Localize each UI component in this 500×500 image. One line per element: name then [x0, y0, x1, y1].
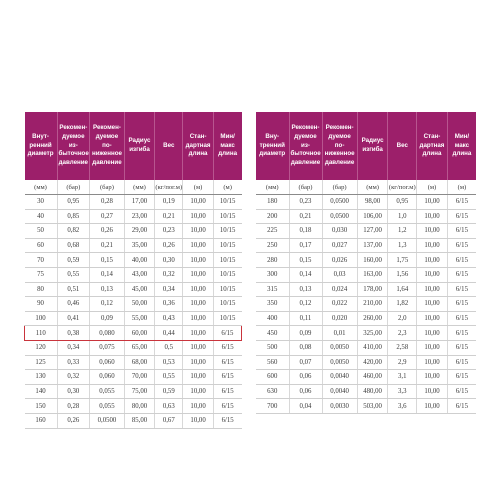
table-row — [25, 399, 242, 414]
table-cell: 10,00 — [183, 267, 213, 282]
table-cell: 127,00 — [357, 224, 388, 239]
table-cell: 10,00 — [417, 370, 448, 385]
table-cell: 0,022 — [322, 297, 357, 312]
table-cell: 10,00 — [417, 340, 448, 355]
unit-cell: (бар) — [289, 180, 322, 195]
table-cell: 10,00 — [183, 282, 213, 297]
table-row — [25, 195, 242, 210]
table-cell: 10,00 — [417, 238, 448, 253]
table-cell: 0,59 — [155, 384, 183, 399]
table-cell: 600 — [256, 370, 289, 385]
table-cell: 0,53 — [155, 355, 183, 370]
table-cell: 10/15 — [213, 267, 241, 282]
table-cell: 140 — [25, 384, 58, 399]
table-cell: 0,67 — [155, 413, 183, 428]
table-cell: 6/15 — [447, 355, 476, 370]
table-cell: 0,06 — [289, 384, 322, 399]
table-cell: 0,0050 — [322, 355, 357, 370]
table-cell: 1,82 — [388, 297, 417, 312]
table-cell: 0,0500 — [322, 209, 357, 224]
table-cell: 3,6 — [388, 399, 417, 414]
table-cell: 1,75 — [388, 253, 417, 268]
table-cell: 0,12 — [90, 297, 125, 312]
table-cell: 0,19 — [155, 195, 183, 210]
table-cell: 0,07 — [289, 355, 322, 370]
table-cell: 0,030 — [322, 224, 357, 239]
table-row — [256, 297, 476, 312]
column-header: Рекомен- дуемое по- ниженное давление — [90, 112, 125, 180]
unit-cell: (м) — [417, 180, 448, 195]
table-cell: 0,26 — [90, 224, 125, 239]
table-cell: 10/15 — [213, 238, 241, 253]
table-cell: 10/15 — [213, 311, 241, 326]
table-cell: 10,00 — [183, 209, 213, 224]
table-cell: 98,00 — [357, 195, 388, 210]
table-row — [25, 238, 242, 253]
table-cell: 350 — [256, 297, 289, 312]
table-cell: 10/15 — [213, 224, 241, 239]
table-cell: 0,055 — [90, 384, 125, 399]
table-cell: 0,0050 — [322, 340, 357, 355]
column-header: Мин/ макс длина — [213, 112, 241, 180]
table-cell: 3,1 — [388, 370, 417, 385]
table-cell: 45,00 — [124, 282, 154, 297]
table-cell: 163,00 — [357, 267, 388, 282]
table-cell: 40,00 — [124, 253, 154, 268]
table-cell: 120 — [25, 340, 58, 355]
table-cell: 210,00 — [357, 297, 388, 312]
table-cell: 0,21 — [90, 238, 125, 253]
table-cell: 1,0 — [388, 209, 417, 224]
table-cell: 10,00 — [183, 326, 213, 341]
table-cell: 0,27 — [90, 209, 125, 224]
table-cell: 0,55 — [57, 267, 90, 282]
table-cell: 0,59 — [57, 253, 90, 268]
column-header: Стан- дартная длина — [183, 112, 213, 180]
unit-cell: (м) — [183, 180, 213, 195]
table-cell: 2,0 — [388, 311, 417, 326]
table-cell: 300 — [256, 267, 289, 282]
table-cell: 325,00 — [357, 326, 388, 341]
table-cell: 65,00 — [124, 340, 154, 355]
table-cell: 10,00 — [183, 238, 213, 253]
table-cell: 6/15 — [213, 384, 241, 399]
table-cell: 35,00 — [124, 238, 154, 253]
table-cell: 6/15 — [447, 282, 476, 297]
table-cell: 6/15 — [213, 340, 241, 355]
table-cell: 0,055 — [90, 399, 125, 414]
table-row — [256, 370, 476, 385]
table-cell: 315 — [256, 282, 289, 297]
table-cell: 30 — [25, 195, 58, 210]
table-cell: 6/15 — [213, 370, 241, 385]
table-cell: 0,18 — [289, 224, 322, 239]
table-row — [25, 253, 242, 268]
table-cell: 0,020 — [322, 311, 357, 326]
table-cell: 150 — [25, 399, 58, 414]
table-cell: 10/15 — [213, 282, 241, 297]
table-cell: 10,00 — [183, 413, 213, 428]
table-cell: 0,01 — [322, 326, 357, 341]
table-cell: 10/15 — [213, 297, 241, 312]
table-cell: 0,12 — [289, 297, 322, 312]
unit-cell: (мм) — [256, 180, 289, 195]
column-header: Рекомен- дуемое по- ниженное давление — [322, 112, 357, 180]
units-row — [25, 180, 242, 195]
table-cell: 6/15 — [447, 384, 476, 399]
left-specs-table — [24, 112, 242, 429]
table-row — [25, 267, 242, 282]
column-header: Радиус изгиба — [357, 112, 388, 180]
column-header: Мин/ макс длина — [447, 112, 476, 180]
column-header: Стан- дартная длина — [417, 112, 448, 180]
table-cell: 10,00 — [417, 399, 448, 414]
table-cell: 125 — [25, 355, 58, 370]
table-header — [25, 112, 242, 195]
table-cell: 6/15 — [447, 195, 476, 210]
table-cell: 0,41 — [57, 311, 90, 326]
column-header: Радиус изгиба — [124, 112, 154, 180]
table-cell: 0,080 — [90, 326, 125, 341]
table-cell: 410,00 — [357, 340, 388, 355]
table-cell: 6/15 — [447, 297, 476, 312]
table-cell: 0,15 — [289, 253, 322, 268]
table-cell: 200 — [256, 209, 289, 224]
table-cell: 6/15 — [447, 399, 476, 414]
column-header: Внут- ренний диаметр — [25, 112, 58, 180]
table-cell: 6/15 — [447, 311, 476, 326]
table-cell: 68,00 — [124, 355, 154, 370]
table-row — [25, 340, 242, 355]
table-cell: 75 — [25, 267, 58, 282]
table-row — [256, 267, 476, 282]
table-cell: 10,00 — [183, 370, 213, 385]
table-cell: 0,0040 — [322, 370, 357, 385]
table-cell: 0,46 — [57, 297, 90, 312]
table-body — [256, 195, 476, 414]
table-cell: 160 — [25, 413, 58, 428]
table-row — [25, 370, 242, 385]
table-cell: 0,03 — [322, 267, 357, 282]
table-cell: 10/15 — [213, 195, 241, 210]
table-cell: 0,024 — [322, 282, 357, 297]
table-cell: 0,14 — [289, 267, 322, 282]
table-cell: 6/15 — [447, 209, 476, 224]
table-cell: 10/15 — [213, 209, 241, 224]
table-cell: 225 — [256, 224, 289, 239]
table-cell: 50 — [25, 224, 58, 239]
table-row — [256, 195, 476, 210]
table-cell: 60,00 — [124, 326, 154, 341]
table-cell: 6/15 — [447, 326, 476, 341]
column-header: Рекомен- дуемое из- быточное давление — [57, 112, 90, 180]
table-cell: 0,21 — [289, 209, 322, 224]
table-header — [256, 112, 476, 195]
table-cell: 420,00 — [357, 355, 388, 370]
table-cell: 75,00 — [124, 384, 154, 399]
units-row — [256, 180, 476, 195]
table-row — [25, 384, 242, 399]
table-row — [256, 355, 476, 370]
table-row — [256, 253, 476, 268]
table-cell: 10,00 — [183, 253, 213, 268]
table-cell: 10,00 — [183, 384, 213, 399]
table-cell: 0,23 — [289, 195, 322, 210]
column-header: Рекомен- дуемое из- быточное давление — [289, 112, 322, 180]
table-cell: 0,34 — [57, 340, 90, 355]
table-row — [25, 209, 242, 224]
table-cell: 0,5 — [155, 340, 183, 355]
right-specs-table — [256, 112, 476, 414]
unit-cell: (бар) — [90, 180, 125, 195]
table-cell: 0,36 — [155, 297, 183, 312]
table-row — [256, 238, 476, 253]
table-cell: 6/15 — [213, 355, 241, 370]
table-cell: 10,00 — [417, 384, 448, 399]
table-cell: 0,55 — [155, 370, 183, 385]
table-cell: 0,08 — [289, 340, 322, 355]
table-cell: 137,00 — [357, 238, 388, 253]
table-cell: 60 — [25, 238, 58, 253]
highlighted-table-row — [25, 326, 242, 341]
table-cell: 10,00 — [417, 311, 448, 326]
table-cell: 0,30 — [57, 384, 90, 399]
table-row — [256, 224, 476, 239]
table-cell: 0,28 — [57, 399, 90, 414]
table-row — [256, 209, 476, 224]
unit-cell: (м) — [213, 180, 241, 195]
table-cell: 0,09 — [289, 326, 322, 341]
table-cell: 630 — [256, 384, 289, 399]
table-cell: 0,26 — [57, 413, 90, 428]
table-cell: 0,51 — [57, 282, 90, 297]
table-cell: 2,58 — [388, 340, 417, 355]
table-cell: 10,00 — [417, 209, 448, 224]
table-cell: 10,00 — [417, 224, 448, 239]
table-cell: 6/15 — [447, 370, 476, 385]
table-cell: 160,00 — [357, 253, 388, 268]
unit-cell: (м) — [447, 180, 476, 195]
table-cell: 3,3 — [388, 384, 417, 399]
table-cell: 100 — [25, 311, 58, 326]
table-cell: 0,0500 — [322, 195, 357, 210]
table-cell: 40 — [25, 209, 58, 224]
unit-cell: (кг/пог.м) — [155, 180, 183, 195]
table-cell: 0,43 — [155, 311, 183, 326]
table-cell: 450 — [256, 326, 289, 341]
table-cell: 178,00 — [357, 282, 388, 297]
table-cell: 0,68 — [57, 238, 90, 253]
table-cell: 23,00 — [124, 209, 154, 224]
header-row — [25, 112, 242, 180]
table-row — [25, 282, 242, 297]
table-cell: 10,00 — [417, 195, 448, 210]
table-row — [256, 384, 476, 399]
table-cell: 460,00 — [357, 370, 388, 385]
table-cell: 1,64 — [388, 282, 417, 297]
table-cell: 6/15 — [213, 326, 241, 341]
table-cell: 0,060 — [90, 355, 125, 370]
table-cell: 10,00 — [417, 297, 448, 312]
table-cell: 85,00 — [124, 413, 154, 428]
table-cell: 250 — [256, 238, 289, 253]
table-cell: 180 — [256, 195, 289, 210]
table-cell: 80,00 — [124, 399, 154, 414]
table-cell: 130 — [25, 370, 58, 385]
table-cell: 280 — [256, 253, 289, 268]
table-row — [256, 326, 476, 341]
table-cell: 29,00 — [124, 224, 154, 239]
table-cell: 110 — [25, 326, 58, 341]
table-cell: 0,33 — [57, 355, 90, 370]
unit-cell: (мм) — [25, 180, 58, 195]
table-cell: 6/15 — [447, 253, 476, 268]
table-cell: 10,00 — [183, 297, 213, 312]
table-cell: 0,21 — [155, 209, 183, 224]
table-cell: 0,027 — [322, 238, 357, 253]
table-cell: 10,00 — [417, 253, 448, 268]
table-cell: 480,00 — [357, 384, 388, 399]
header-row — [256, 112, 476, 180]
unit-cell: (бар) — [57, 180, 90, 195]
table-cell: 700 — [256, 399, 289, 414]
table-cell: 50,00 — [124, 297, 154, 312]
table-cell: 0,13 — [90, 282, 125, 297]
table-cell: 0,15 — [90, 253, 125, 268]
table-cell: 0,82 — [57, 224, 90, 239]
table-cell: 17,00 — [124, 195, 154, 210]
table-row — [256, 282, 476, 297]
table-cell: 10,00 — [417, 267, 448, 282]
table-cell: 0,23 — [155, 224, 183, 239]
table-cell: 10,00 — [417, 282, 448, 297]
table-cell: 0,09 — [90, 311, 125, 326]
table-cell: 0,13 — [289, 282, 322, 297]
table-cell: 10,00 — [417, 326, 448, 341]
table-cell: 6/15 — [447, 340, 476, 355]
column-header: Вес — [388, 112, 417, 180]
table-cell: 0,11 — [289, 311, 322, 326]
column-header: Вес — [155, 112, 183, 180]
table-cell: 0,0040 — [322, 384, 357, 399]
table-cell: 0,34 — [155, 282, 183, 297]
table-cell: 503,00 — [357, 399, 388, 414]
table-cell: 0,0500 — [90, 413, 125, 428]
table-cell: 10,00 — [183, 224, 213, 239]
table-cell: 10,00 — [183, 399, 213, 414]
table-row — [25, 297, 242, 312]
table-cell: 1,56 — [388, 267, 417, 282]
table-cell: 106,00 — [357, 209, 388, 224]
table-cell: 10,00 — [183, 340, 213, 355]
table-cell: 500 — [256, 340, 289, 355]
table-cell: 0,26 — [155, 238, 183, 253]
unit-cell: (мм) — [124, 180, 154, 195]
table-cell: 2,9 — [388, 355, 417, 370]
table-cell: 0,44 — [155, 326, 183, 341]
table-cell: 0,060 — [90, 370, 125, 385]
table-cell: 10,00 — [183, 311, 213, 326]
table-cell: 6/15 — [213, 399, 241, 414]
table-cell: 0,85 — [57, 209, 90, 224]
table-cell: 10/15 — [213, 253, 241, 268]
table-body — [25, 195, 242, 429]
table-cell: 0,28 — [90, 195, 125, 210]
column-header: Вну- тренний диаметр — [256, 112, 289, 180]
table-row — [256, 311, 476, 326]
table-cell: 55,00 — [124, 311, 154, 326]
table-cell: 1,3 — [388, 238, 417, 253]
table-cell: 6/15 — [447, 267, 476, 282]
table-cell: 560 — [256, 355, 289, 370]
table-row — [256, 399, 476, 414]
table-row — [25, 413, 242, 428]
table-cell: 0,026 — [322, 253, 357, 268]
table-cell: 6/15 — [447, 224, 476, 239]
unit-cell: (кг/пог.м) — [388, 180, 417, 195]
table-cell: 43,00 — [124, 267, 154, 282]
table-cell: 0,075 — [90, 340, 125, 355]
table-cell: 0,32 — [155, 267, 183, 282]
table-row — [25, 224, 242, 239]
table-cell: 0,38 — [57, 326, 90, 341]
table-cell: 0,32 — [57, 370, 90, 385]
table-cell: 0,0030 — [322, 399, 357, 414]
table-cell: 0,06 — [289, 370, 322, 385]
table-cell: 0,30 — [155, 253, 183, 268]
table-cell: 70,00 — [124, 370, 154, 385]
table-row — [256, 340, 476, 355]
table-cell: 0,63 — [155, 399, 183, 414]
unit-cell: (мм) — [357, 180, 388, 195]
table-cell: 10,00 — [417, 355, 448, 370]
table-cell: 0,17 — [289, 238, 322, 253]
table-cell: 0,04 — [289, 399, 322, 414]
table-cell: 6/15 — [447, 238, 476, 253]
table-cell: 6/15 — [213, 413, 241, 428]
table-cell: 10,00 — [183, 355, 213, 370]
table-cell: 70 — [25, 253, 58, 268]
table-cell: 90 — [25, 297, 58, 312]
table-cell: 10,00 — [183, 195, 213, 210]
table-cell: 2,3 — [388, 326, 417, 341]
table-cell: 260,00 — [357, 311, 388, 326]
table-cell: 0,95 — [57, 195, 90, 210]
table-cell: 0,95 — [388, 195, 417, 210]
table-cell: 1,2 — [388, 224, 417, 239]
table-cell: 400 — [256, 311, 289, 326]
table-cell: 80 — [25, 282, 58, 297]
table-cell: 0,14 — [90, 267, 125, 282]
table-row — [25, 311, 242, 326]
unit-cell: (бар) — [322, 180, 357, 195]
table-row — [25, 355, 242, 370]
